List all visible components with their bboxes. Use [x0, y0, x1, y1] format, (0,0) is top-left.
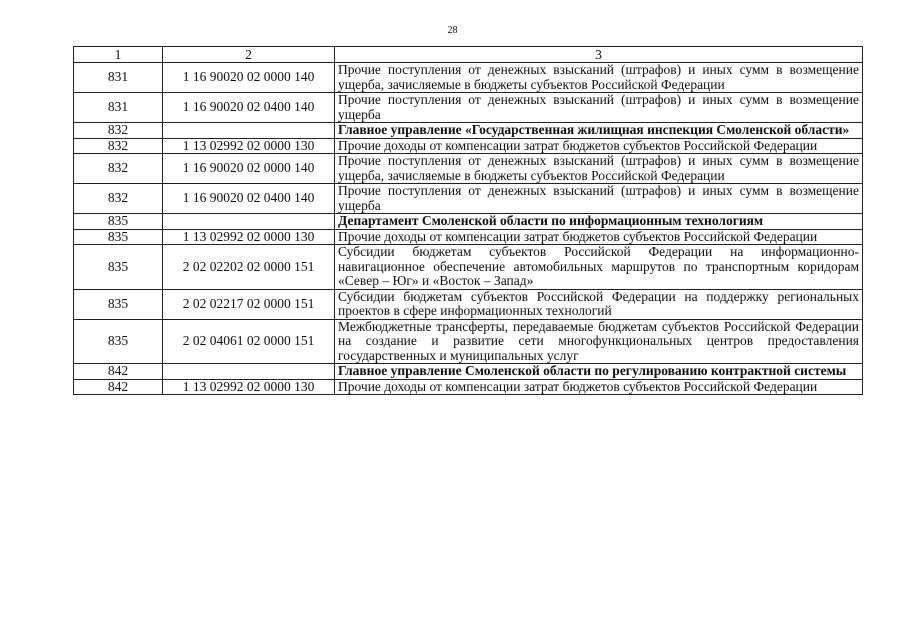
revenue-name-cell: Прочие поступления от денежных взысканий (штрафов) и иных сумм в возмещение ущерба — [335, 93, 863, 123]
table-row — [74, 229, 863, 245]
admin-code-cell: 832 — [74, 154, 163, 184]
admin-code-cell: 835 — [74, 214, 163, 230]
revenue-code-cell: 1 16 90020 02 0000 140 — [163, 154, 335, 184]
revenue-code-cell: 2 02 02202 02 0000 151 — [163, 245, 335, 290]
revenue-name-cell: Субсидии бюджетам субъектов Российской Федерации на информационно-навигационное обеспечение автомобильных маршрутов по транспортным коридорам «Север – Юг» и «Восток – Запад» — [335, 245, 863, 290]
table-row — [74, 289, 863, 319]
revenue-code-cell: 1 16 90020 02 0400 140 — [163, 93, 335, 123]
revenue-name-cell: Прочие доходы от компенсации затрат бюджетов субъектов Российской Федерации — [335, 379, 863, 395]
table-header-row — [74, 47, 863, 63]
admin-code-cell: 842 — [74, 364, 163, 380]
revenue-code-cell: 1 13 02992 02 0000 130 — [163, 379, 335, 395]
page-number: 28 — [447, 25, 458, 36]
admin-code-cell: 831 — [74, 63, 163, 93]
revenue-code-cell — [163, 364, 335, 380]
header-cell-org: 1 — [74, 47, 163, 63]
admin-code-cell: 835 — [74, 319, 163, 364]
table-row — [74, 245, 863, 290]
table-row — [74, 379, 863, 395]
revenue-name-cell: Прочие поступления от денежных взысканий (штрафов) и иных сумм в возмещение ущерба, зачисляемые в бюджеты субъектов Российской Федерации — [335, 154, 863, 184]
revenue-code-cell: 1 16 90020 02 0400 140 — [163, 184, 335, 214]
revenue-code-cell: 1 13 02992 02 0000 130 — [163, 138, 335, 154]
revenue-name-cell: Прочие доходы от компенсации затрат бюджетов субъектов Российской Федерации — [335, 229, 863, 245]
revenue-code-cell — [163, 214, 335, 230]
department-name-cell: Департамент Смоленской области по информационным технологиям — [335, 214, 863, 230]
table-row — [74, 138, 863, 154]
department-row — [74, 123, 863, 139]
revenue-name-cell: Межбюджетные трансферты, передаваемые бюджетам субъектов Российской Федерации на создание и развитие сети многофункциональных центров предоставления государственных и муниципальных услуг — [335, 319, 863, 364]
table-row — [74, 63, 863, 93]
admin-code-cell: 832 — [74, 123, 163, 139]
revenue-code-cell: 1 16 90020 02 0000 140 — [163, 63, 335, 93]
revenue-name-cell: Прочие доходы от компенсации затрат бюджетов субъектов Российской Федерации — [335, 138, 863, 154]
department-row — [74, 214, 863, 230]
admin-code-cell: 832 — [74, 138, 163, 154]
revenue-code-cell: 1 13 02992 02 0000 130 — [163, 229, 335, 245]
admin-code-cell: 835 — [74, 229, 163, 245]
admin-code-cell: 835 — [74, 245, 163, 290]
department-row — [74, 364, 863, 380]
admin-code-cell: 835 — [74, 289, 163, 319]
table-row — [74, 319, 863, 364]
table-row — [74, 154, 863, 184]
revenue-name-cell: Прочие поступления от денежных взысканий (штрафов) и иных сумм в возмещение ущерба, зачисляемые в бюджеты субъектов Российской Федерации — [335, 63, 863, 93]
revenue-code-cell: 2 02 02217 02 0000 151 — [163, 289, 335, 319]
revenue-codes-table — [73, 46, 863, 395]
header-cell-name: 3 — [335, 47, 863, 63]
revenue-code-cell — [163, 123, 335, 139]
department-name-cell: Главное управление Смоленской области по регулированию контрактной системы — [335, 364, 863, 380]
department-name-cell: Главное управление «Государственная жилищная инспекция Смоленской области» — [335, 123, 863, 139]
revenue-name-cell: Прочие поступления от денежных взысканий (штрафов) и иных сумм в возмещение ущерба — [335, 184, 863, 214]
revenue-code-cell: 2 02 04061 02 0000 151 — [163, 319, 335, 364]
admin-code-cell: 831 — [74, 93, 163, 123]
header-cell-code: 2 — [163, 47, 335, 63]
table-row — [74, 93, 863, 123]
table-row — [74, 184, 863, 214]
admin-code-cell: 832 — [74, 184, 163, 214]
admin-code-cell: 842 — [74, 379, 163, 395]
revenue-name-cell: Субсидии бюджетам субъектов Российской Федерации на поддержку региональных проектов в сфере информационных технологий — [335, 289, 863, 319]
